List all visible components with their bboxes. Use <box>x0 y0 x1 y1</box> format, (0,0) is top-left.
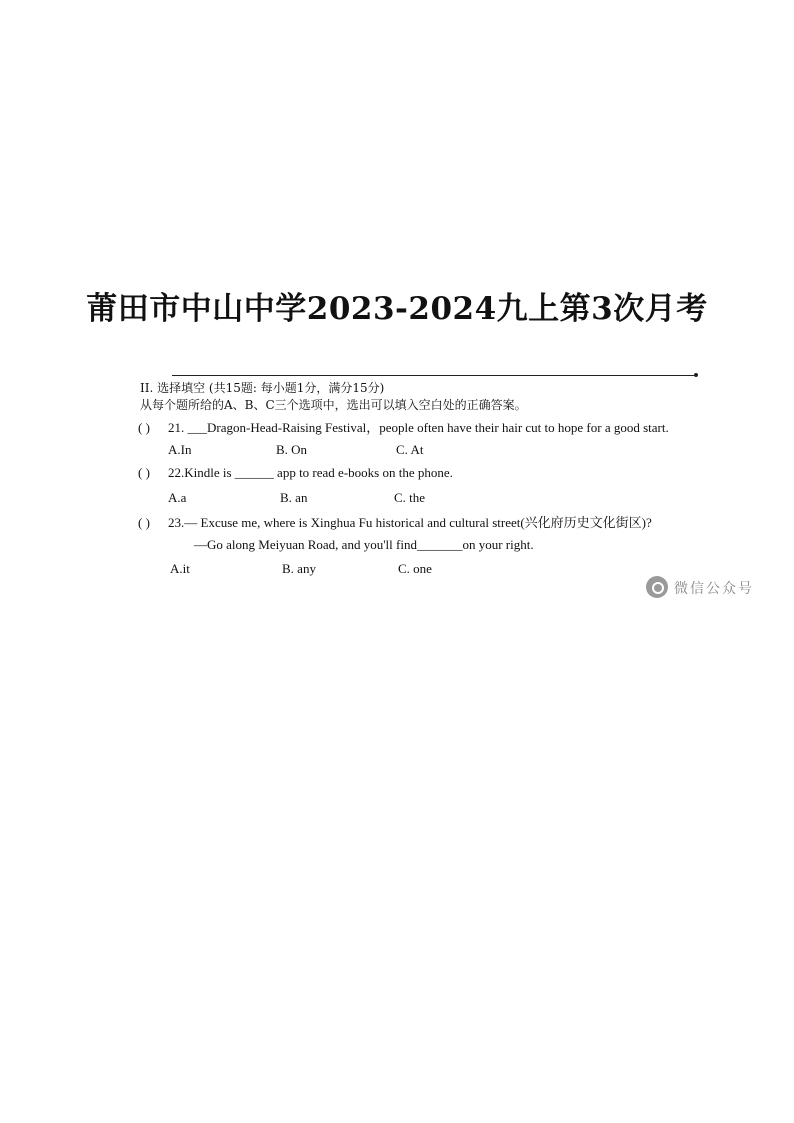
option-a: A.a <box>168 490 187 505</box>
question-stem: 23.— Excuse me, where is Xinghua Fu historical and cultural street(兴化府历史文化街区)? <box>168 515 652 530</box>
option-c: C. At <box>396 442 424 457</box>
question-21 <box>138 417 669 436</box>
option-a: A.it <box>170 561 190 576</box>
question-23 <box>138 512 652 531</box>
option-c: C. the <box>394 490 426 505</box>
answer-paren: ( ) <box>138 465 150 480</box>
option-a: A.In <box>168 442 192 457</box>
answer-paren: ( ) <box>138 420 150 435</box>
watermark <box>646 574 756 597</box>
option-b: B. On <box>276 442 308 457</box>
scan-divider-line <box>172 375 694 376</box>
section-instruction: 从每个题所给的A、B、C三个选项中，选出可以填入空白处的正确答案。 <box>140 398 527 412</box>
option-b: B. any <box>282 561 316 576</box>
options-23 <box>170 561 470 577</box>
options-21 <box>168 442 468 458</box>
question-stem: 22.Kindle is ______ app to read e-books on the phone. <box>168 465 453 480</box>
options-22 <box>168 490 468 506</box>
option-c: C. one <box>398 561 432 576</box>
wechat-icon <box>646 576 668 598</box>
watermark-text: 微信公众号 <box>674 581 754 597</box>
answer-paren: ( ) <box>138 515 150 530</box>
question-23-reply: —Go along Meiyuan Road, and you'll find_______on your right. <box>194 537 534 552</box>
section-header <box>140 380 760 413</box>
question-22 <box>138 465 453 481</box>
section-heading: II. 选择填空 (共15题: 每小题1分，满分15分) <box>140 381 385 395</box>
option-b: B. an <box>280 490 308 505</box>
exam-title: 莆田市中山中学2023-2024九上第3次月考 <box>86 291 708 327</box>
question-stem: 21. ___Dragon-Head-Raising Festival，people often have their hair cut to hope for a good start. <box>168 420 669 435</box>
